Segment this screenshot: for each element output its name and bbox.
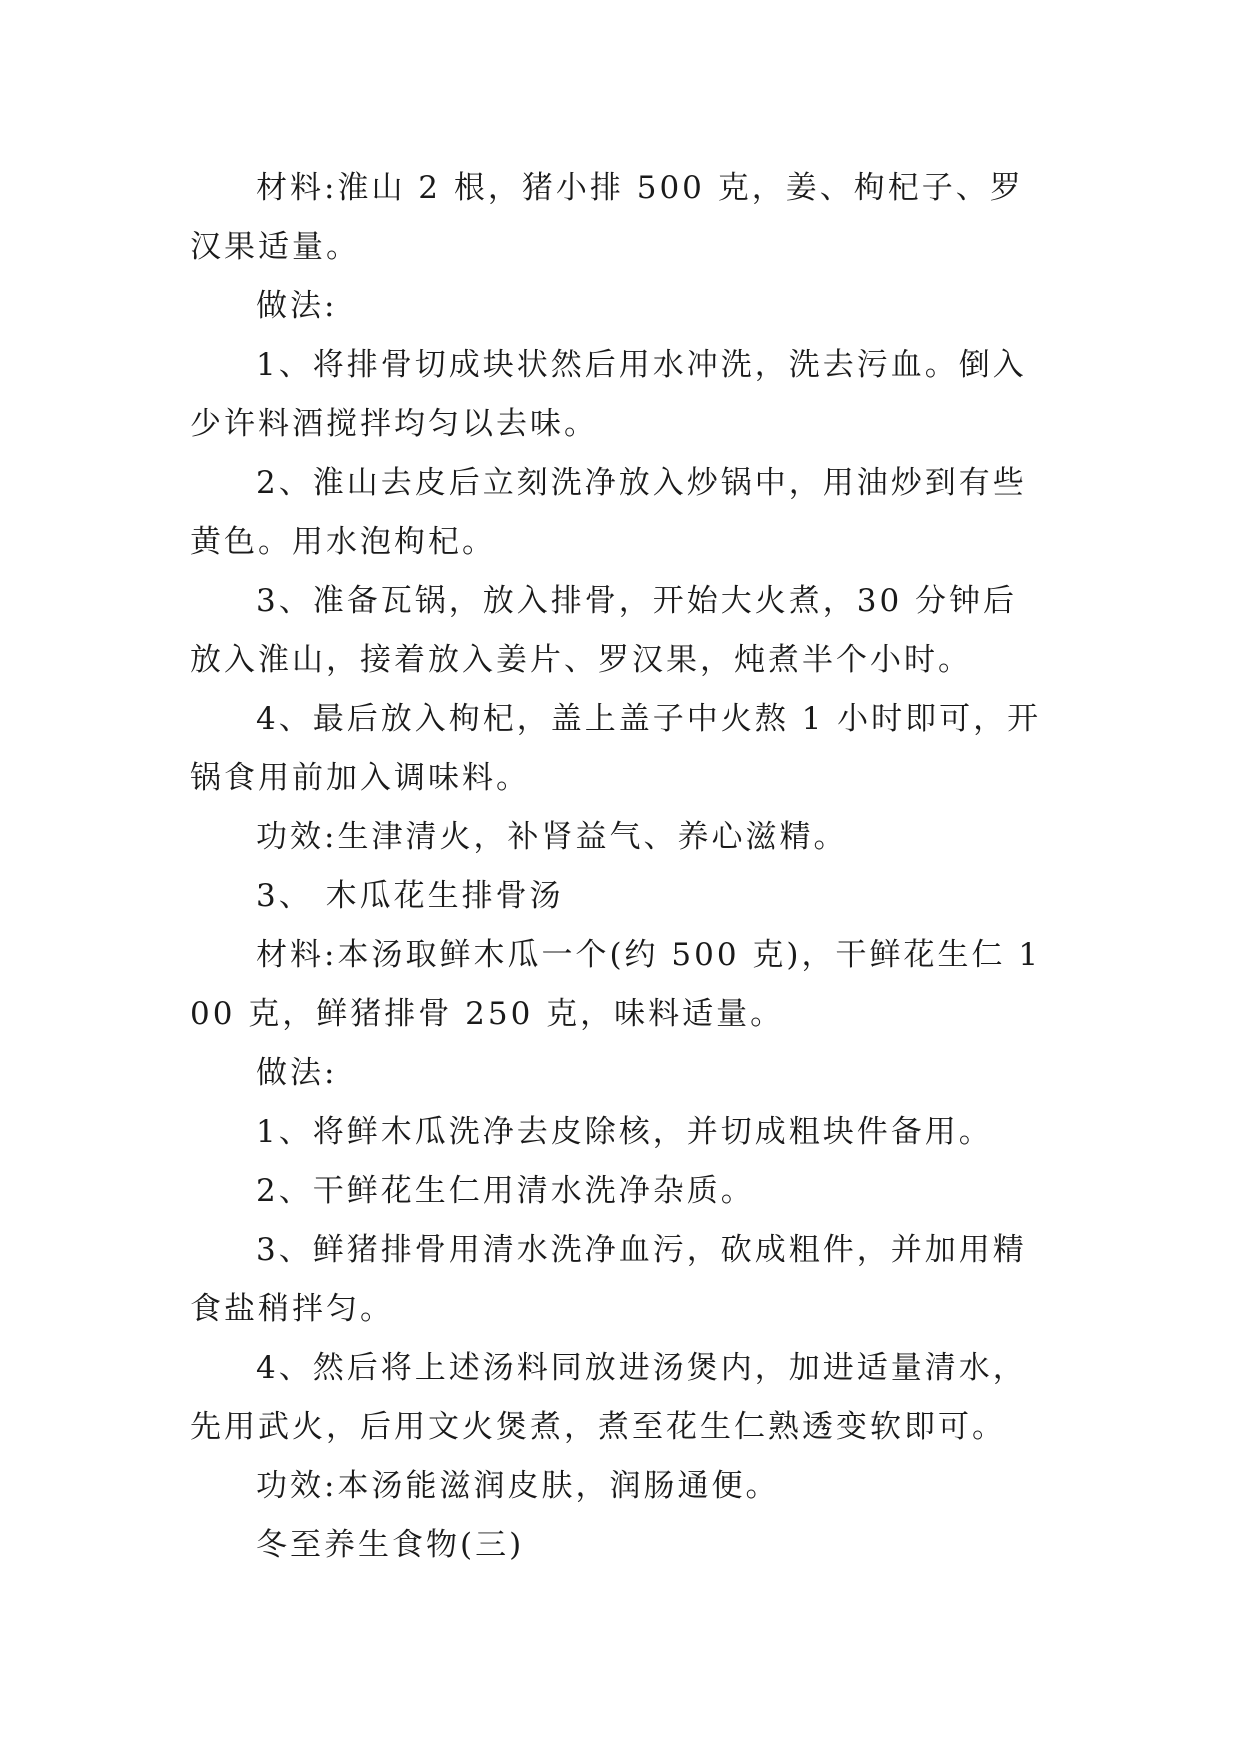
paragraph-step-2b: 2、干鲜花生仁用清水洗净杂质。 [256,1173,755,1209]
paragraph-section-heading: 冬至养生食物(三) [256,1527,525,1563]
paragraph-method-heading-1: 做法: [256,288,338,324]
paragraph-step-4: 4、最后放入枸杞，盖上盖子中火熬 1 小时即可，开锅食用前加入调味料。 [190,701,1042,796]
paragraph-step-2: 2、淮山去皮后立刻洗净放入炒锅中，用油炒到有些黄色。用水泡枸杞。 [190,465,1027,560]
paragraph-step-3b: 3、鲜猪排骨用清水洗净血污，砍成粗件，并加用精食盐稍拌匀。 [190,1232,1027,1327]
paragraph-effect-1: 功效:生津清火，补肾益气、养心滋精。 [256,819,848,855]
paragraph-materials-1: 材料:淮山 2 根，猪小排 500 克，姜、枸杞子、罗汉果适量。 [190,170,1024,265]
paragraph-materials-2: 材料:本汤取鲜木瓜一个(约 500 克)，干鲜花生仁 100 克，鲜猪排骨 250 克，味料适量。 [190,937,1042,1032]
document-body [190,159,1050,1575]
paragraph-method-heading-2: 做法: [256,1055,338,1091]
paragraph-effect-2: 功效:本汤能滋润皮肤，润肠通便。 [256,1468,780,1504]
paragraph-recipe-title: 3、 木瓜花生排骨汤 [256,878,564,914]
paragraph-step-4b: 4、然后将上述汤料同放进汤煲内，加进适量清水，先用武火，后用文火煲煮，煮至花生仁熟透变软即可。 [190,1350,1027,1445]
paragraph-step-1b: 1、将鲜木瓜洗净去皮除核，并切成粗块件备用。 [256,1114,993,1150]
paragraph-step-3: 3、准备瓦锅，放入排骨，开始大火煮，30 分钟后放入淮山，接着放入姜片、罗汉果，炖煮半个小时。 [190,583,1018,678]
paragraph-step-1: 1、将排骨切成块状然后用水冲洗，洗去污血。倒入少许料酒搅拌均匀以去味。 [190,347,1027,442]
